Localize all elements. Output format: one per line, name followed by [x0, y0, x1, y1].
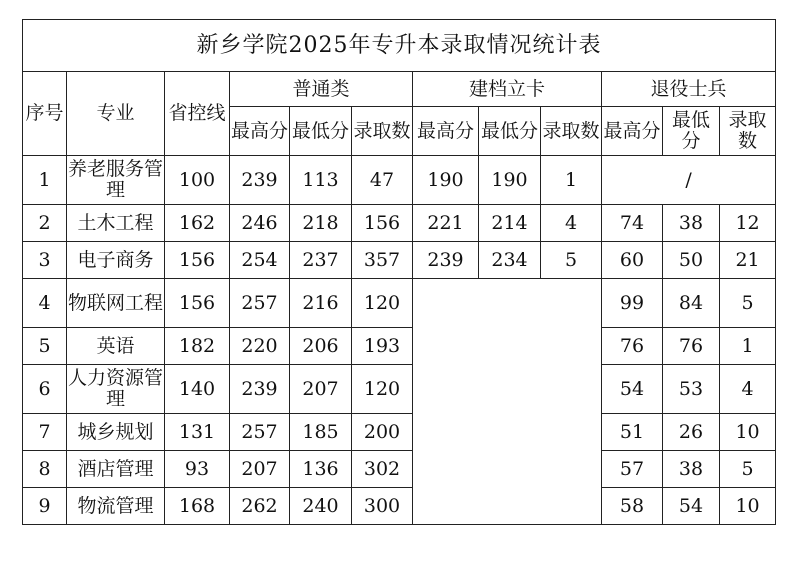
cell-veteran-max: 60 — [602, 242, 663, 279]
cell-control-line: 93 — [165, 451, 230, 488]
header-control-line: 省控线 — [165, 72, 230, 156]
table-title: 新乡学院2025年专升本录取情况统计表 — [23, 20, 776, 72]
cell-veteran-count: 1 — [720, 328, 776, 365]
cell-veteran-min: 50 — [663, 242, 720, 279]
cell-poverty-min: 190 — [479, 156, 541, 205]
cell-veteran-max: 54 — [602, 365, 663, 414]
cell-normal-max: 220 — [230, 328, 290, 365]
cell-normal-min: 185 — [290, 414, 352, 451]
cell-normal-count: 300 — [352, 488, 413, 525]
cell-veteran-min: 26 — [663, 414, 720, 451]
cell-control-line: 156 — [165, 279, 230, 328]
cell-normal-max: 239 — [230, 365, 290, 414]
cell-major: 养老服务管理 — [67, 156, 165, 205]
cell-control-line: 182 — [165, 328, 230, 365]
cell-veteran-max: 74 — [602, 205, 663, 242]
cell-seq: 2 — [23, 205, 67, 242]
cell-normal-count: 357 — [352, 242, 413, 279]
header-max-score: 最高分 — [413, 107, 479, 156]
cell-normal-max: 257 — [230, 279, 290, 328]
cell-normal-max: 254 — [230, 242, 290, 279]
cell-normal-min: 113 — [290, 156, 352, 205]
cell-veteran-count: 10 — [720, 414, 776, 451]
cell-normal-count: 47 — [352, 156, 413, 205]
cell-veteran-max: 51 — [602, 414, 663, 451]
table-row — [23, 156, 776, 205]
cell-seq: 9 — [23, 488, 67, 525]
cell-veteran-min: 53 — [663, 365, 720, 414]
header-max-score: 最高分 — [230, 107, 290, 156]
cell-normal-min: 218 — [290, 205, 352, 242]
header-group-normal: 普通类 — [230, 72, 413, 107]
cell-seq: 6 — [23, 365, 67, 414]
cell-normal-count: 120 — [352, 279, 413, 328]
cell-seq: 4 — [23, 279, 67, 328]
cell-veteran-min: 84 — [663, 279, 720, 328]
cell-control-line: 100 — [165, 156, 230, 205]
cell-major: 电子商务 — [67, 242, 165, 279]
admission-stats-table — [22, 19, 776, 525]
cell-control-line: 162 — [165, 205, 230, 242]
header-group-poverty: 建档立卡 — [413, 72, 602, 107]
cell-normal-count: 193 — [352, 328, 413, 365]
cell-veteran-count: 5 — [720, 451, 776, 488]
cell-veteran-max: 57 — [602, 451, 663, 488]
cell-normal-max: 257 — [230, 414, 290, 451]
header-max-score: 最高分 — [602, 107, 663, 156]
cell-poverty-max: 221 — [413, 205, 479, 242]
cell-poverty-count: 1 — [541, 156, 602, 205]
header-major: 专业 — [67, 72, 165, 156]
cell-normal-min: 206 — [290, 328, 352, 365]
table-row — [23, 488, 776, 525]
cell-normal-max: 239 — [230, 156, 290, 205]
poverty-empty-block — [413, 279, 602, 525]
cell-seq: 5 — [23, 328, 67, 365]
header-min-score: 最低分 — [663, 107, 720, 156]
header-admitted: 录取数 — [541, 107, 602, 156]
cell-poverty-min: 234 — [479, 242, 541, 279]
cell-veteran-count: 21 — [720, 242, 776, 279]
cell-normal-max: 262 — [230, 488, 290, 525]
header-min-score: 最低分 — [290, 107, 352, 156]
cell-major: 酒店管理 — [67, 451, 165, 488]
cell-normal-min: 240 — [290, 488, 352, 525]
table-row — [23, 365, 776, 414]
cell-poverty-min: 214 — [479, 205, 541, 242]
header-admitted: 录取数 — [720, 107, 776, 156]
cell-poverty-max: 190 — [413, 156, 479, 205]
cell-poverty-max: 239 — [413, 242, 479, 279]
cell-normal-min: 207 — [290, 365, 352, 414]
cell-normal-min: 216 — [290, 279, 352, 328]
cell-normal-min: 237 — [290, 242, 352, 279]
cell-control-line: 168 — [165, 488, 230, 525]
cell-seq: 3 — [23, 242, 67, 279]
header-group-veteran: 退役士兵 — [602, 72, 776, 107]
cell-seq: 1 — [23, 156, 67, 205]
cell-veteran-none: / — [602, 156, 776, 205]
cell-veteran-max: 58 — [602, 488, 663, 525]
cell-control-line: 131 — [165, 414, 230, 451]
cell-poverty-count: 4 — [541, 205, 602, 242]
cell-control-line: 156 — [165, 242, 230, 279]
cell-seq: 8 — [23, 451, 67, 488]
cell-major: 英语 — [67, 328, 165, 365]
header-seq: 序号 — [23, 72, 67, 156]
cell-normal-count: 120 — [352, 365, 413, 414]
cell-normal-max: 246 — [230, 205, 290, 242]
cell-poverty-count: 5 — [541, 242, 602, 279]
header-admitted: 录取数 — [352, 107, 413, 156]
cell-major: 土木工程 — [67, 205, 165, 242]
cell-veteran-min: 38 — [663, 205, 720, 242]
cell-major: 物流管理 — [67, 488, 165, 525]
cell-veteran-count: 12 — [720, 205, 776, 242]
cell-seq: 7 — [23, 414, 67, 451]
cell-major: 物联网工程 — [67, 279, 165, 328]
cell-veteran-max: 99 — [602, 279, 663, 328]
cell-veteran-count: 5 — [720, 279, 776, 328]
cell-veteran-min: 76 — [663, 328, 720, 365]
cell-veteran-min: 38 — [663, 451, 720, 488]
header-min-score: 最低分 — [479, 107, 541, 156]
table-row — [23, 242, 776, 279]
cell-normal-count: 302 — [352, 451, 413, 488]
table-row — [23, 279, 776, 328]
cell-major: 城乡规划 — [67, 414, 165, 451]
cell-major: 人力资源管理 — [67, 365, 165, 414]
table-row — [23, 328, 776, 365]
cell-normal-count: 156 — [352, 205, 413, 242]
cell-veteran-count: 4 — [720, 365, 776, 414]
cell-veteran-count: 10 — [720, 488, 776, 525]
table-row — [23, 414, 776, 451]
table-row — [23, 451, 776, 488]
table-row — [23, 205, 776, 242]
cell-veteran-max: 76 — [602, 328, 663, 365]
cell-normal-count: 200 — [352, 414, 413, 451]
cell-normal-max: 207 — [230, 451, 290, 488]
cell-veteran-min: 54 — [663, 488, 720, 525]
cell-normal-min: 136 — [290, 451, 352, 488]
cell-control-line: 140 — [165, 365, 230, 414]
